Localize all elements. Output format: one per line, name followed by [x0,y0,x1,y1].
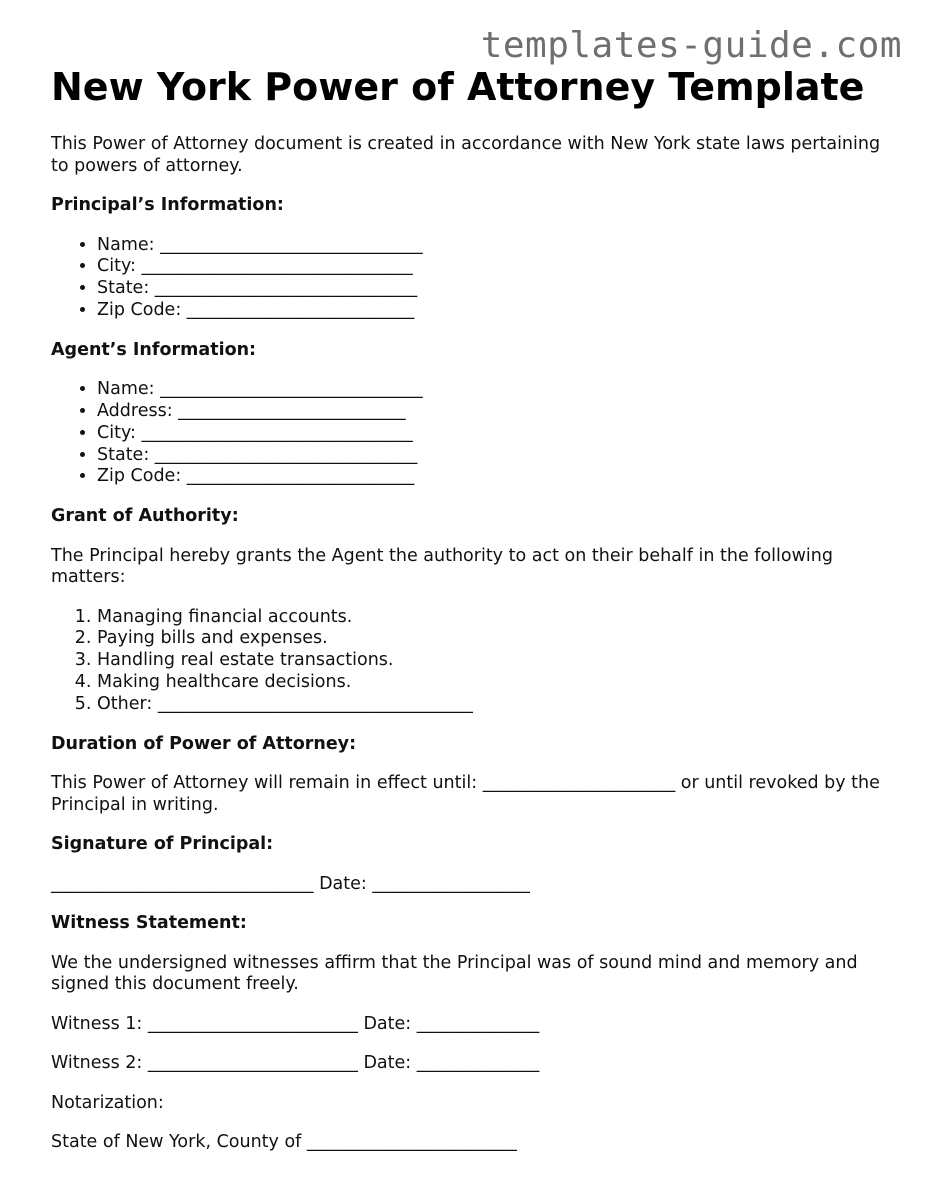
agent-heading: Agent’s Information: [51,339,257,360]
principal-state-field: • State: ______________________________ [97,278,881,300]
witness-text: We the undersigned witnesses affirm that the Principal was of sound mind and memory and signed this document freely. [51,952,858,995]
page-title: New York Power of Attorney Template [51,65,865,109]
witness-2-line: Witness 2: ________________________ Date: ______________ [51,1053,540,1074]
witness-heading: Witness Statement: [51,913,247,934]
agent-city-field: • City: _______________________________ [97,423,881,445]
principal-name-field: • Name: ______________________________ [97,235,881,257]
principal-zip-field: • Zip Code: __________________________ [97,300,881,322]
agent-zip-field: • Zip Code: __________________________ [97,466,881,488]
authority-item-other: 5. Other: ____________________________________ [97,694,881,716]
agent-fields-list [51,379,881,488]
notarization-label: Notarization: [51,1092,164,1113]
authority-item: 3. Handling real estate transactions. [97,650,881,672]
principal-city-field: • City: _______________________________ [97,256,881,278]
authority-list [51,607,881,716]
authority-text: The Principal hereby grants the Agent the authority to act on their behalf in the following matters: [51,545,833,588]
document-body [51,64,881,1154]
agent-address-field: • Address: __________________________ [97,401,881,423]
authority-heading: Grant of Authority: [51,506,239,527]
agent-name-field: • Name: ______________________________ [97,379,881,401]
signature-line: ______________________________ Date: __________________ [51,873,530,894]
intro-paragraph: This Power of Attorney document is created in accordance with New York state laws pertaining to powers of attorney. [51,134,881,176]
agent-state-field: • State: ______________________________ [97,445,881,467]
authority-item: 2. Paying bills and expenses. [97,628,881,650]
site-watermark: templates-guide.com [480,25,902,66]
witness-1-line: Witness 1: ________________________ Date: ______________ [51,1013,540,1034]
principal-heading: Principal’s Information: [51,195,284,215]
duration-heading: Duration of Power of Attorney: [51,733,357,754]
principal-fields-list [51,235,881,322]
authority-item: 1. Managing financial accounts. [97,607,881,629]
duration-text: This Power of Attorney will remain in effect until: ______________________ or until revoked by the Principal in writing. [51,773,880,815]
signature-heading: Signature of Principal: [51,834,274,855]
authority-item: 4. Making healthcare decisions. [97,672,881,694]
notarization-county-line: State of New York, County of ________________________ [51,1132,517,1153]
